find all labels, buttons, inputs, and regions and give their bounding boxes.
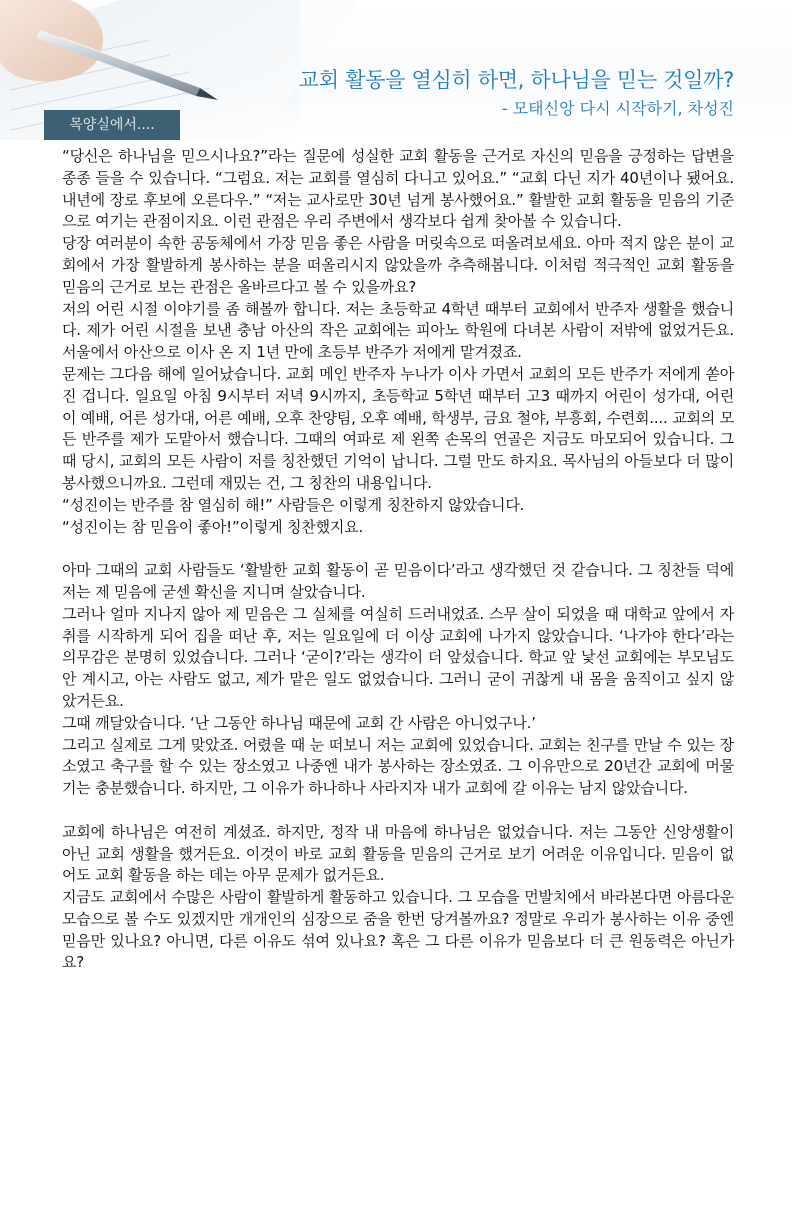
paragraph: 당장 여러분이 속한 공동체에서 가장 믿음 좋은 사람을 머릿속으로 떠올려보세요. 아마 적지 않은 분이 교회에서 가장 활발하게 봉사하는 분을 떠올리시지 않았을까 추측해봅니다. 이처럼 적극적인 교회 활동을 믿음의 근거로 보는 관점은 올바르다고 볼 수 있을까요? [62, 234, 734, 296]
section-tab: 목양실에서.... [44, 110, 180, 140]
article-body [62, 146, 734, 974]
paragraph: “당신은 하나님을 믿으시나요?”라는 질문에 성실한 교회 활동을 근거로 자신의 믿음을 긍정하는 답변을 종종 들을 수 있습니다. “그럼요. 저는 교회를 열심히 다니고 있어요.” “교회 다닌 지가 40년이나 됐어요. 내년에 장로 후보에 오른다우.” “저는 교사로만 30년 넘게 봉사했어요.” 활발한 교회 활동을 믿음의 기준으로 여기는 관점이지요. 이런 관점은 우리 주변에서 생각보다 쉽게 찾아볼 수 있습니다. [62, 147, 734, 231]
paragraph: “성진이는 참 믿음이 좋아!”이렇게 칭찬했지요. [62, 517, 364, 536]
paragraph: 문제는 그다음 해에 일어났습니다. 교회 메인 반주자 누나가 이사 가면서 교회의 모든 반주가 저에게 쏟아진 겁니다. 일요일 아침 9시부터 저녁 9시까지, 초등학교 5학년 때부터 고3 때까지 어린이 성가대, 어린이 예배, 어른 성가대, 어른 예배, 오후 찬양팀, 오후 예배, 학생부, 금요 철야, 부흥회, 수련회.... 교회의 모든 반주를 제가 도맡아서 했습니다. 그때의 여파로 제 왼쪽 손목의 연골은 지금도 마모되어 있습니다. 그때 당시, 교회의 모든 사람이 저를 칭찬했던 기억이 납니다. 그럴 만도 하지요. 목사님의 아들보다 더 많이 봉사했으니까요. 그런데 재밌는 건, 그 칭찬의 내용입니다. [62, 364, 734, 492]
paragraph: 그리고 실제로 그게 맞았죠. 어렸을 때 눈 떠보니 저는 교회에 있었습니다. 교회는 친구를 만날 수 있는 장소였고 축구를 할 수 있는 장소였고 나중엔 내가 봉사하는 장소였죠. 그 이유만으로 20년간 교회에 머물기는 충분했습니다. 하지만, 그 이유가 하나하나 사라지자 내가 교회에 갈 이유는 남지 않았습니다. [62, 735, 734, 798]
paragraph: 교회에 하나님은 여전히 계셨죠. 하지만, 정작 내 마음에 하나님은 없었습니다. 저는 그동안 신앙생활이 아닌 교회 생활을 했거든요. 이것이 바로 교회 활동을 믿음의 근거로 보기 어려운 이유입니다. 믿음이 없어도 교회 활동을 하는 데는 아무 문제가 없거든요. [62, 822, 734, 885]
paragraph: 그러나 얼마 지나지 않아 제 믿음은 그 실체를 여실히 드러내었죠. 스무 살이 되었을 때 대학교 앞에서 자취를 시작하게 되어 집을 떠난 후, 저는 일요일에 더 이상 교회에 나가지 않았습니다. ‘나가야 한다’라는 의무감은 분명히 있었습니다. 그러나 ‘굳이?’라는 생각이 더 앞섰습니다. 학교 앞 낯선 교회에는 부모님도 안 계시고, 아는 사람도 없고, 제가 맡은 일도 없었습니다. 그러니 굳이 귀찮게 내 몸을 움직이고 싶지 않았거든요. [62, 604, 734, 710]
paragraph-gap [62, 538, 734, 560]
paragraph: 지금도 교회에서 수많은 사람이 활발하게 활동하고 있습니다. 그 모습을 먼발치에서 바라본다면 아름다운 모습으로 볼 수도 있겠지만 개개인의 심장으로 줌을 한번 당겨볼까요? 정말로 우리가 봉사하는 이유 중엔 믿음만 있나요? 아니면, 다른 이유도 섞여 있나요? 혹은 그 다른 이유가 믿음보다 더 큰 원동력은 아닌가요? [62, 888, 734, 972]
paragraph: 아마 그때의 교회 사람들도 ‘활발한 교회 활동이 곧 믿음이다’라고 생각했던 것 같습니다. 그 칭찬들 덕에 저는 제 믿음에 굳센 확신을 지니며 살았습니다. [62, 561, 734, 601]
page-header [0, 0, 792, 140]
paragraph-gap [62, 800, 734, 822]
page-subtitle: - 모태신앙 다시 시작하기, 차성진 [501, 99, 734, 118]
paragraph: “성진이는 반주를 참 열심히 해!” 사람들은 이렇게 칭찬하지 않았습니다. [62, 495, 525, 514]
paragraph: 그때 깨달았습니다. ‘난 그동안 하나님 때문에 교회 간 사람은 아니었구나.’ [62, 713, 536, 732]
paragraph: 저의 어린 시절 이야기를 좀 해볼까 합니다. 저는 초등학교 4학년 때부터 교회에서 반주자 생활을 했습니다. 제가 어린 시절을 보낸 충남 아산의 작은 교회에는 피아노 학원에 다녀본 사람이 저밖에 없었거든요. 서울에서 아산으로 이사 온 지 1년 만에 초등부 반주가 저에게 맡겨졌죠. [62, 299, 734, 362]
page-title: 교회 활동을 열심히 하면, 하나님을 믿는 것일까? [298, 68, 734, 92]
